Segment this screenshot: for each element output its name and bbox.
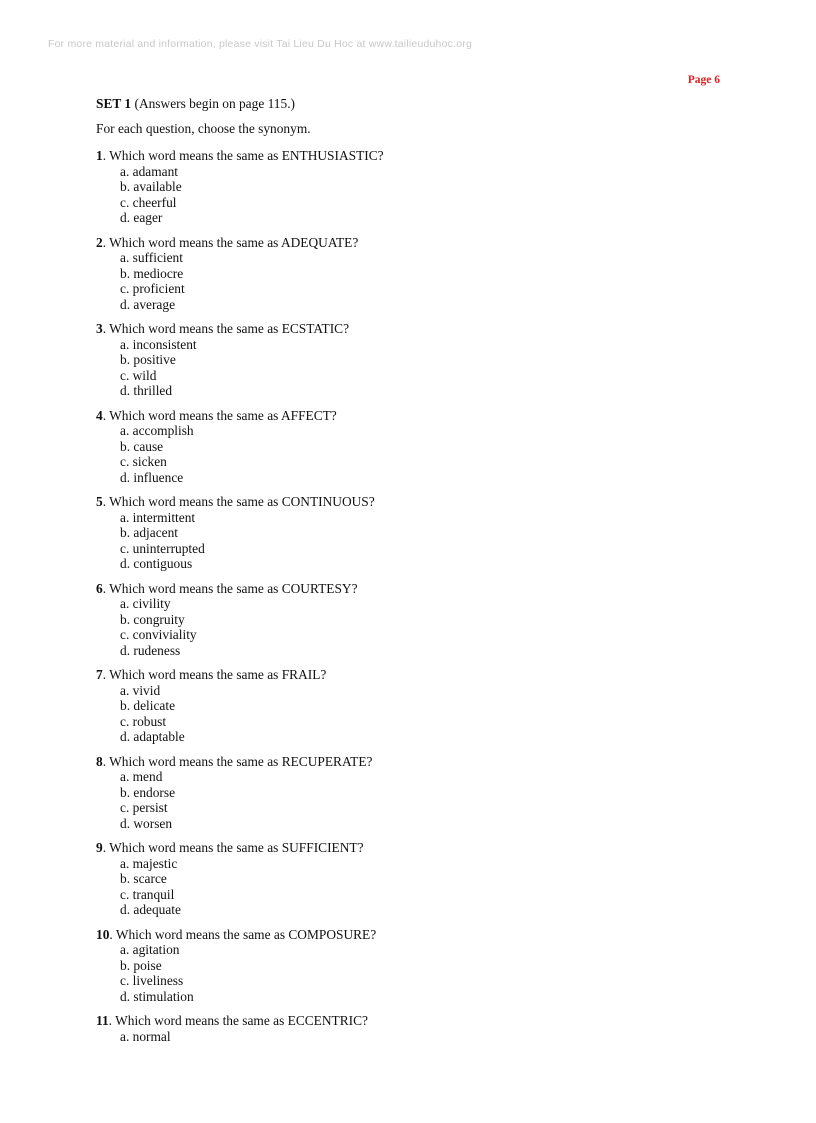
question-text bbox=[96, 1013, 736, 1029]
answer-options bbox=[96, 769, 736, 831]
answer-option: b. adjacent bbox=[120, 525, 178, 540]
question-prompt: . Which word means the same as ECSTATIC? bbox=[102, 321, 350, 336]
answer-options bbox=[96, 596, 736, 658]
question-text bbox=[96, 927, 736, 943]
question-6 bbox=[96, 581, 736, 659]
question-4 bbox=[96, 408, 736, 486]
answer-option: d. influence bbox=[120, 469, 184, 485]
question-prompt: . Which word means the same as COURTESY? bbox=[102, 580, 358, 596]
answer-options bbox=[96, 1029, 736, 1045]
answer-option: c. robust bbox=[120, 713, 167, 729]
answer-option: d. thrilled bbox=[120, 383, 173, 398]
question-text bbox=[96, 581, 736, 597]
question-number: 4 bbox=[96, 407, 103, 423]
answer-option: b. delicate bbox=[120, 698, 176, 713]
question-number: 3 bbox=[96, 321, 103, 336]
question-5 bbox=[96, 494, 736, 572]
question-number: 6 bbox=[96, 580, 103, 596]
question-text bbox=[96, 667, 736, 683]
answer-option: b. poise bbox=[120, 957, 162, 973]
question-text bbox=[96, 494, 736, 510]
answer-option: a. adamant bbox=[120, 163, 178, 179]
page-number: Page 6 bbox=[687, 74, 720, 86]
answer-option: a. mend bbox=[120, 769, 163, 784]
answer-option: b. available bbox=[120, 179, 182, 194]
answer-option: a. sufficient bbox=[120, 250, 183, 265]
set-label: SET 1 bbox=[96, 96, 132, 111]
answer-options bbox=[96, 683, 736, 745]
answer-option: c. wild bbox=[120, 367, 157, 383]
answer-option: b. congruity bbox=[120, 611, 185, 627]
answer-option: b. positive bbox=[120, 352, 176, 367]
question-number: 9 bbox=[96, 840, 103, 855]
question-prompt: . Which word means the same as ADEQUATE? bbox=[102, 234, 359, 250]
answer-option: d. average bbox=[120, 296, 176, 312]
answer-option: d. adequate bbox=[120, 902, 181, 917]
question-text bbox=[96, 840, 736, 856]
question-prompt: . Which word means the same as AFFECT? bbox=[102, 407, 337, 423]
set-note: (Answers begin on page 115.) bbox=[134, 96, 296, 111]
question-number: 11 bbox=[96, 1013, 109, 1028]
watermark-text: For more material and information, please visit Tai Lieu Du Hoc at www.tailieuduhoc.org bbox=[48, 38, 472, 50]
answer-options bbox=[96, 510, 736, 572]
answer-option: c. cheerful bbox=[120, 194, 177, 210]
question-number: 2 bbox=[96, 234, 103, 250]
question-3 bbox=[96, 321, 736, 399]
answer-option: a. intermittent bbox=[120, 509, 196, 525]
answer-option: a. agitation bbox=[120, 942, 180, 957]
instructions: For each question, choose the synonym. bbox=[96, 120, 311, 136]
answer-option: b. scarce bbox=[120, 871, 167, 886]
answer-option: d. worsen bbox=[120, 815, 173, 831]
answer-option: c. persist bbox=[120, 800, 168, 815]
answer-option: c. sicken bbox=[120, 454, 167, 469]
answer-options bbox=[96, 942, 736, 1004]
answer-option: d. stimulation bbox=[120, 988, 194, 1004]
question-prompt: . Which word means the same as CONTINUOUS? bbox=[102, 494, 375, 509]
answer-options bbox=[96, 337, 736, 399]
question-1 bbox=[96, 148, 736, 226]
answer-option: d. rudeness bbox=[120, 642, 181, 658]
set-heading bbox=[96, 96, 736, 112]
question-prompt: . Which word means the same as COMPOSURE? bbox=[109, 926, 377, 942]
answer-option: b. endorse bbox=[120, 784, 176, 800]
question-prompt: . Which word means the same as RECUPERATE? bbox=[102, 753, 373, 769]
answer-option: c. uninterrupted bbox=[120, 540, 205, 556]
answer-options bbox=[96, 164, 736, 226]
question-9 bbox=[96, 840, 736, 918]
question-2 bbox=[96, 235, 736, 313]
question-number: 5 bbox=[96, 494, 103, 509]
answer-option: c. conviviality bbox=[120, 627, 197, 642]
answer-option: c. liveliness bbox=[120, 973, 184, 988]
question-prompt: . Which word means the same as SUFFICIENT? bbox=[102, 840, 364, 855]
answer-option: a. accomplish bbox=[120, 423, 194, 438]
answer-options bbox=[96, 856, 736, 918]
answer-option: b. mediocre bbox=[120, 265, 184, 281]
answer-option: d. eager bbox=[120, 210, 163, 225]
answer-option: a. inconsistent bbox=[120, 336, 197, 352]
answer-option: c. tranquil bbox=[120, 886, 175, 902]
question-number: 10 bbox=[96, 926, 110, 942]
question-list bbox=[96, 148, 736, 1044]
answer-option: a. majestic bbox=[120, 855, 178, 871]
question-8 bbox=[96, 754, 736, 832]
answer-option: c. proficient bbox=[120, 281, 185, 296]
question-number: 8 bbox=[96, 753, 103, 769]
answer-option: d. adaptable bbox=[120, 729, 185, 744]
question-text bbox=[96, 148, 736, 164]
document-body bbox=[96, 96, 736, 1044]
question-10 bbox=[96, 927, 736, 1005]
answer-options bbox=[96, 423, 736, 485]
question-prompt: . Which word means the same as ENTHUSIASTIC? bbox=[102, 148, 384, 163]
question-number: 7 bbox=[96, 667, 103, 682]
answer-option: d. contiguous bbox=[120, 556, 193, 571]
answer-options bbox=[96, 250, 736, 312]
question-prompt: . Which word means the same as ECCENTRIC? bbox=[108, 1013, 368, 1028]
answer-option: b. cause bbox=[120, 438, 164, 454]
question-text bbox=[96, 321, 736, 337]
question-prompt: . Which word means the same as FRAIL? bbox=[102, 667, 327, 682]
question-text bbox=[96, 408, 736, 424]
answer-option: a. vivid bbox=[120, 682, 161, 698]
question-text bbox=[96, 754, 736, 770]
question-7 bbox=[96, 667, 736, 745]
answer-option: a. civility bbox=[120, 596, 171, 611]
question-number: 1 bbox=[96, 148, 103, 163]
question-11 bbox=[96, 1013, 736, 1044]
question-text bbox=[96, 235, 736, 251]
answer-option: a. normal bbox=[120, 1028, 171, 1044]
